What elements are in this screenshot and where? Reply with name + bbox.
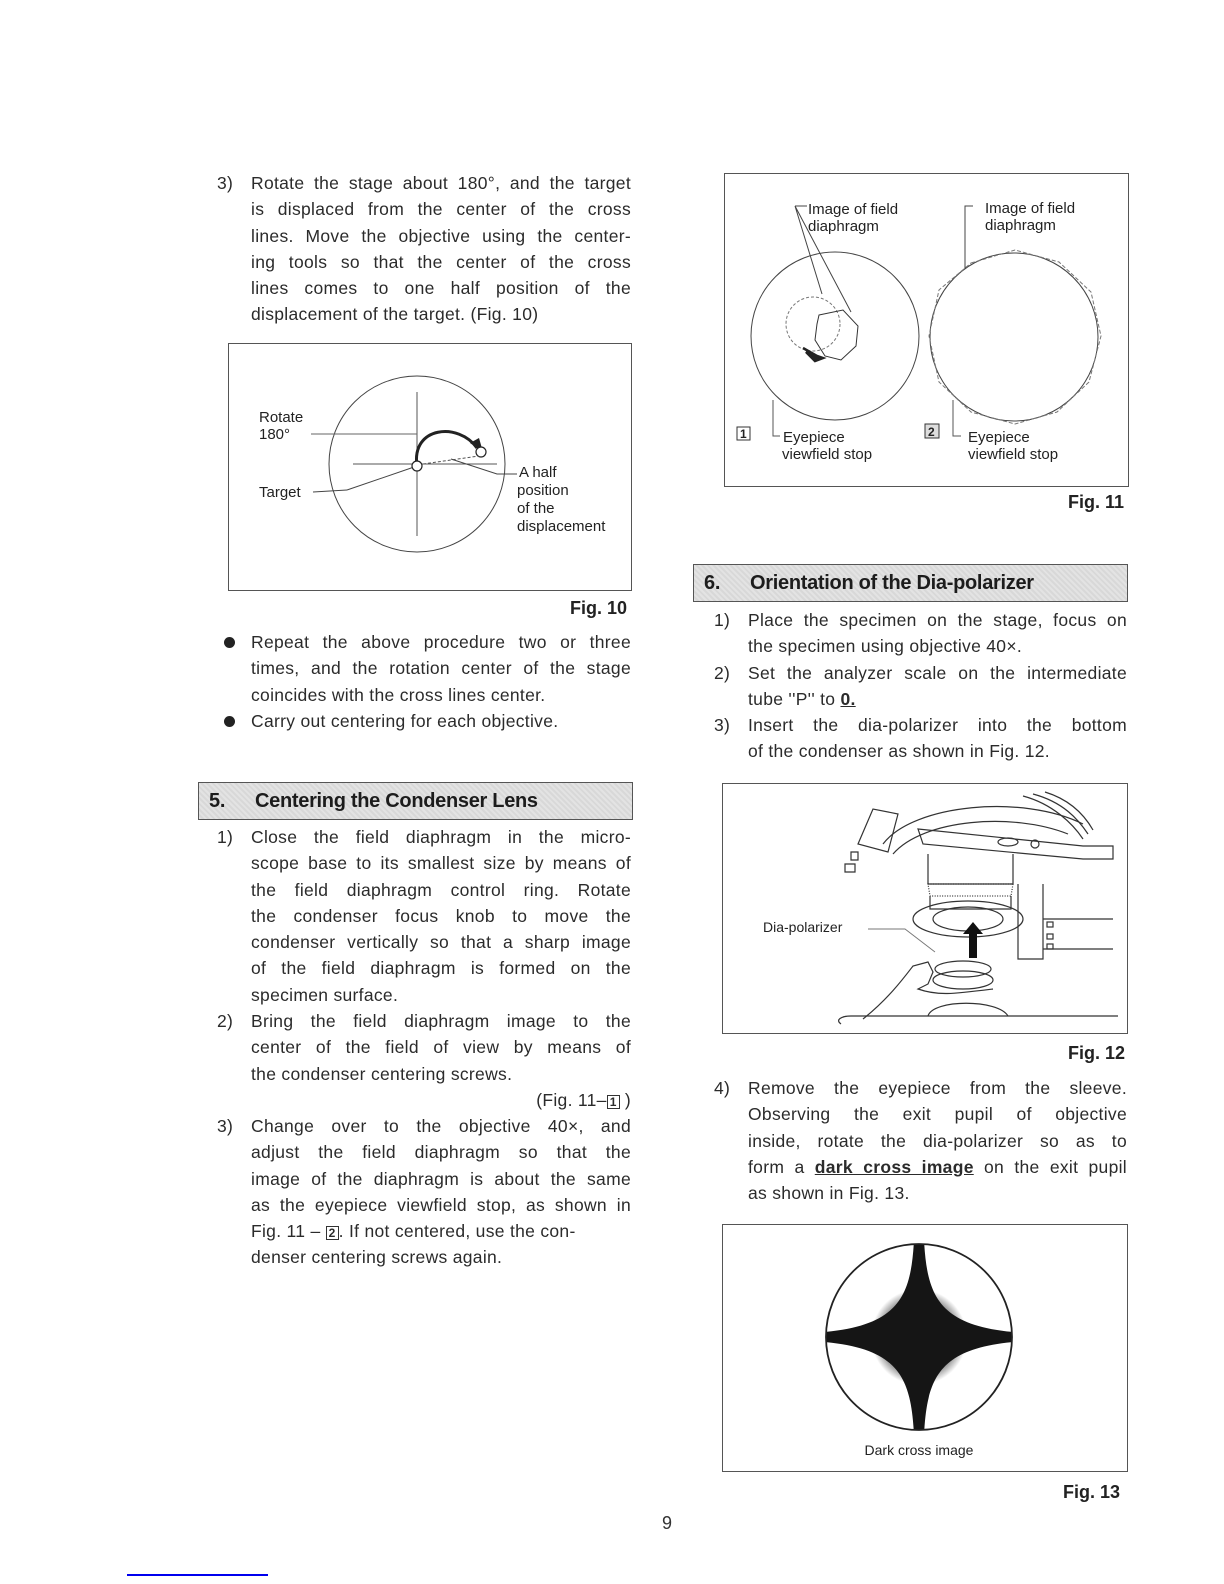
figure-13 [722,1224,1128,1472]
stop-label-2b: viewfield stop [968,446,1059,463]
step-number: 3) [217,1116,234,1136]
text-line: inside, rotate the dia-polarizer so as to [748,1130,1127,1151]
bullet-item [251,708,631,734]
text-line: adjust the field diaphragm so that the [251,1142,631,1163]
figure-10-label: Fig. 10 [570,598,628,618]
text-line: the condenser centering screws. [251,1063,513,1084]
section-number: 6. [704,571,721,594]
section-6-step-1 [714,607,1127,660]
image-label-2b: diaphragm [985,217,1056,234]
text-line: Bring the field diaphragm image to the [251,1011,631,1031]
hand [863,962,993,1019]
text-line: Close the field diaphragm in the micro- [251,827,631,847]
field-diaphragm-image-dashed-1 [786,297,840,351]
text-line: Set the analyzer scale on the intermediate [748,663,1127,683]
dia-polarizer-callout: Dia-polarizer [763,919,843,935]
text-line: form a dark cross image on the exit pupil [748,1156,1127,1177]
stop-label-2: Eyepiece [968,429,1030,446]
page-number: 9 [662,1513,673,1533]
text-line: Rotate the stage about 180°, and the target [251,173,631,193]
figure-10-diagram [229,344,631,590]
section-title: Centering the Condenser Lens [255,789,538,812]
text-line: times, and the rotation center of the stage [251,658,631,679]
section-6-step-3 [714,712,1127,765]
image-label-1b: diaphragm [808,218,879,235]
text-line: Observing the exit pupil of objective [748,1104,1127,1125]
section-5-step-1 [217,824,631,1008]
figure-13-dark-cross [723,1225,1127,1471]
bullet-item [251,629,631,708]
section-6-step-2 [714,660,1127,713]
image-label-2: Image of field [985,200,1076,217]
insert-arrow-icon [963,922,983,958]
eyepiece-stop-circle-1 [751,252,919,420]
base-plate [839,1016,1118,1024]
arm-slot [998,838,1018,846]
half-leader [451,459,517,474]
field-diaphragm-image-2 [929,250,1101,424]
dia-polarizer-ring [935,961,991,977]
bullet-icon [224,637,235,648]
text-line: as the eyepiece viewfield stop, as shown in [251,1194,631,1215]
text-line: is displaced from the center of the cross [251,199,631,220]
half-label-1: A half [519,464,557,481]
footer-link-underline[interactable] [127,1574,268,1576]
text-line: of the field diaphragm is formed on the [251,958,631,979]
text-line: Fig. 11 – 2 . If not centered, use the con- [251,1221,576,1242]
condenser-knurl [928,884,1013,896]
section-6-heading [693,564,1128,602]
section-title: Orientation of the Dia-polarizer [750,571,1034,594]
text-line: condenser vertically so that a sharp image [251,932,631,953]
target-label: Target [259,484,301,501]
step-3 [217,170,631,328]
text-line: Change over to the objective 40×, and [251,1116,631,1136]
text-line: Place the specimen on the stage, focus on [748,610,1127,630]
step-number: 1) [714,610,731,630]
dia-polarizer-ring-lower [933,971,993,989]
step-number: 2) [714,663,731,683]
stop-leader-1 [773,400,780,436]
displacement-line [423,456,479,464]
base-housing [928,1003,1008,1016]
text-line: tube ''P'' to 0. [748,689,856,710]
bracket-left [858,809,898,852]
analyzer-value: 0. [840,689,856,710]
svg-text:1: 1 [740,427,747,441]
svg-text:2: 2 [928,425,935,439]
figure-10 [228,343,632,591]
stage-arc-lines [1023,792,1093,839]
figure-11-label: Fig. 11 [1068,492,1125,512]
leader-line [868,929,935,952]
panel-1-badge: 1 [607,1095,620,1109]
text-line: the field diaphragm control ring. Rotate [251,879,631,900]
text-line: Remove the eyepiece from the sleeve. [748,1078,1127,1098]
eyepiece-stop-circle-2 [930,253,1098,421]
dark-cross-shape [825,1240,1013,1435]
stop-leader-2 [953,400,961,436]
text-line: of the condenser as shown in Fig. 12. [748,741,1050,762]
half-label-3: of the [517,500,555,517]
step-number: 1) [217,827,234,847]
displaced-target [476,447,486,457]
figure-11 [724,173,1129,487]
image-leader-2 [965,206,973,269]
image-label-1: Image of field [808,201,899,218]
panel-2-badge: 2 [326,1226,339,1240]
condenser-body [928,854,1013,884]
dark-cross-caption: Dark cross image [864,1442,974,1458]
rotate-label: Rotate [259,409,304,426]
text-line: denser centering screws again. [251,1247,503,1268]
section-5-step-2 [217,1008,631,1113]
text-line: coincides with the cross lines center. [251,684,546,705]
text-line: Repeat the above procedure two or three [251,632,631,652]
emphasis-dark-cross-image: dark cross image [814,1156,974,1177]
text-line: center of the field of view by means of [251,1037,631,1058]
text-line: ing tools so that the center of the cross [251,251,631,272]
half-label-4: displacement [517,518,606,535]
text-line: specimen surface. [251,984,399,1005]
stage-ring [883,807,1083,854]
bullet-icon [224,716,235,727]
target-leader-2 [347,466,417,490]
section-5-step-3 [217,1113,631,1271]
text-line: image of the diaphragm is about the same [251,1168,631,1189]
figure-13-label: Fig. 13 [1063,1482,1121,1502]
rotate-angle-label: 180° [259,426,291,443]
text-line: Carry out centering for each objective. [251,711,559,731]
text-line: as shown in Fig. 13. [748,1183,910,1204]
stop-label-1b: viewfield stop [782,446,873,463]
figure-12-label: Fig. 12 [1068,1043,1126,1063]
section-5-heading [198,782,633,820]
polarizer-mount-inner [933,907,1003,931]
text-line: the condenser focus knob to move the [251,905,631,926]
centering-screw-left [845,852,858,872]
text-line: the specimen using objective 40×. [748,636,1023,657]
figure-11-diagram [725,174,1128,486]
figure-12-illustration [723,784,1127,1033]
field-diaphragm-image-1 [815,310,858,360]
step-4 [714,1075,1127,1206]
target-leader [313,490,347,492]
step-number: 3) [217,173,234,193]
step-number: 3) [714,715,731,735]
text-line: displacement of the target. (Fig. 10) [251,304,539,325]
step-number: 4) [714,1078,731,1098]
stop-label-1: Eyepiece [783,429,845,446]
target-marker [412,461,422,471]
step-number: 2) [217,1011,234,1031]
text-line: lines. Move the objective using the center- [251,225,631,246]
text-line: scope base to its smallest size by means of [251,853,631,874]
figure-12 [722,783,1128,1034]
text-line: lines comes to one half position of the [251,278,631,299]
rotation-arc [416,432,477,466]
half-label-2: position [517,482,569,499]
section-number: 5. [209,789,226,812]
figure-reference: (Fig. 11– 1 ) [536,1089,631,1110]
side-bracket [1018,884,1043,959]
text-line: Insert the dia-polarizer into the bottom [748,715,1127,735]
